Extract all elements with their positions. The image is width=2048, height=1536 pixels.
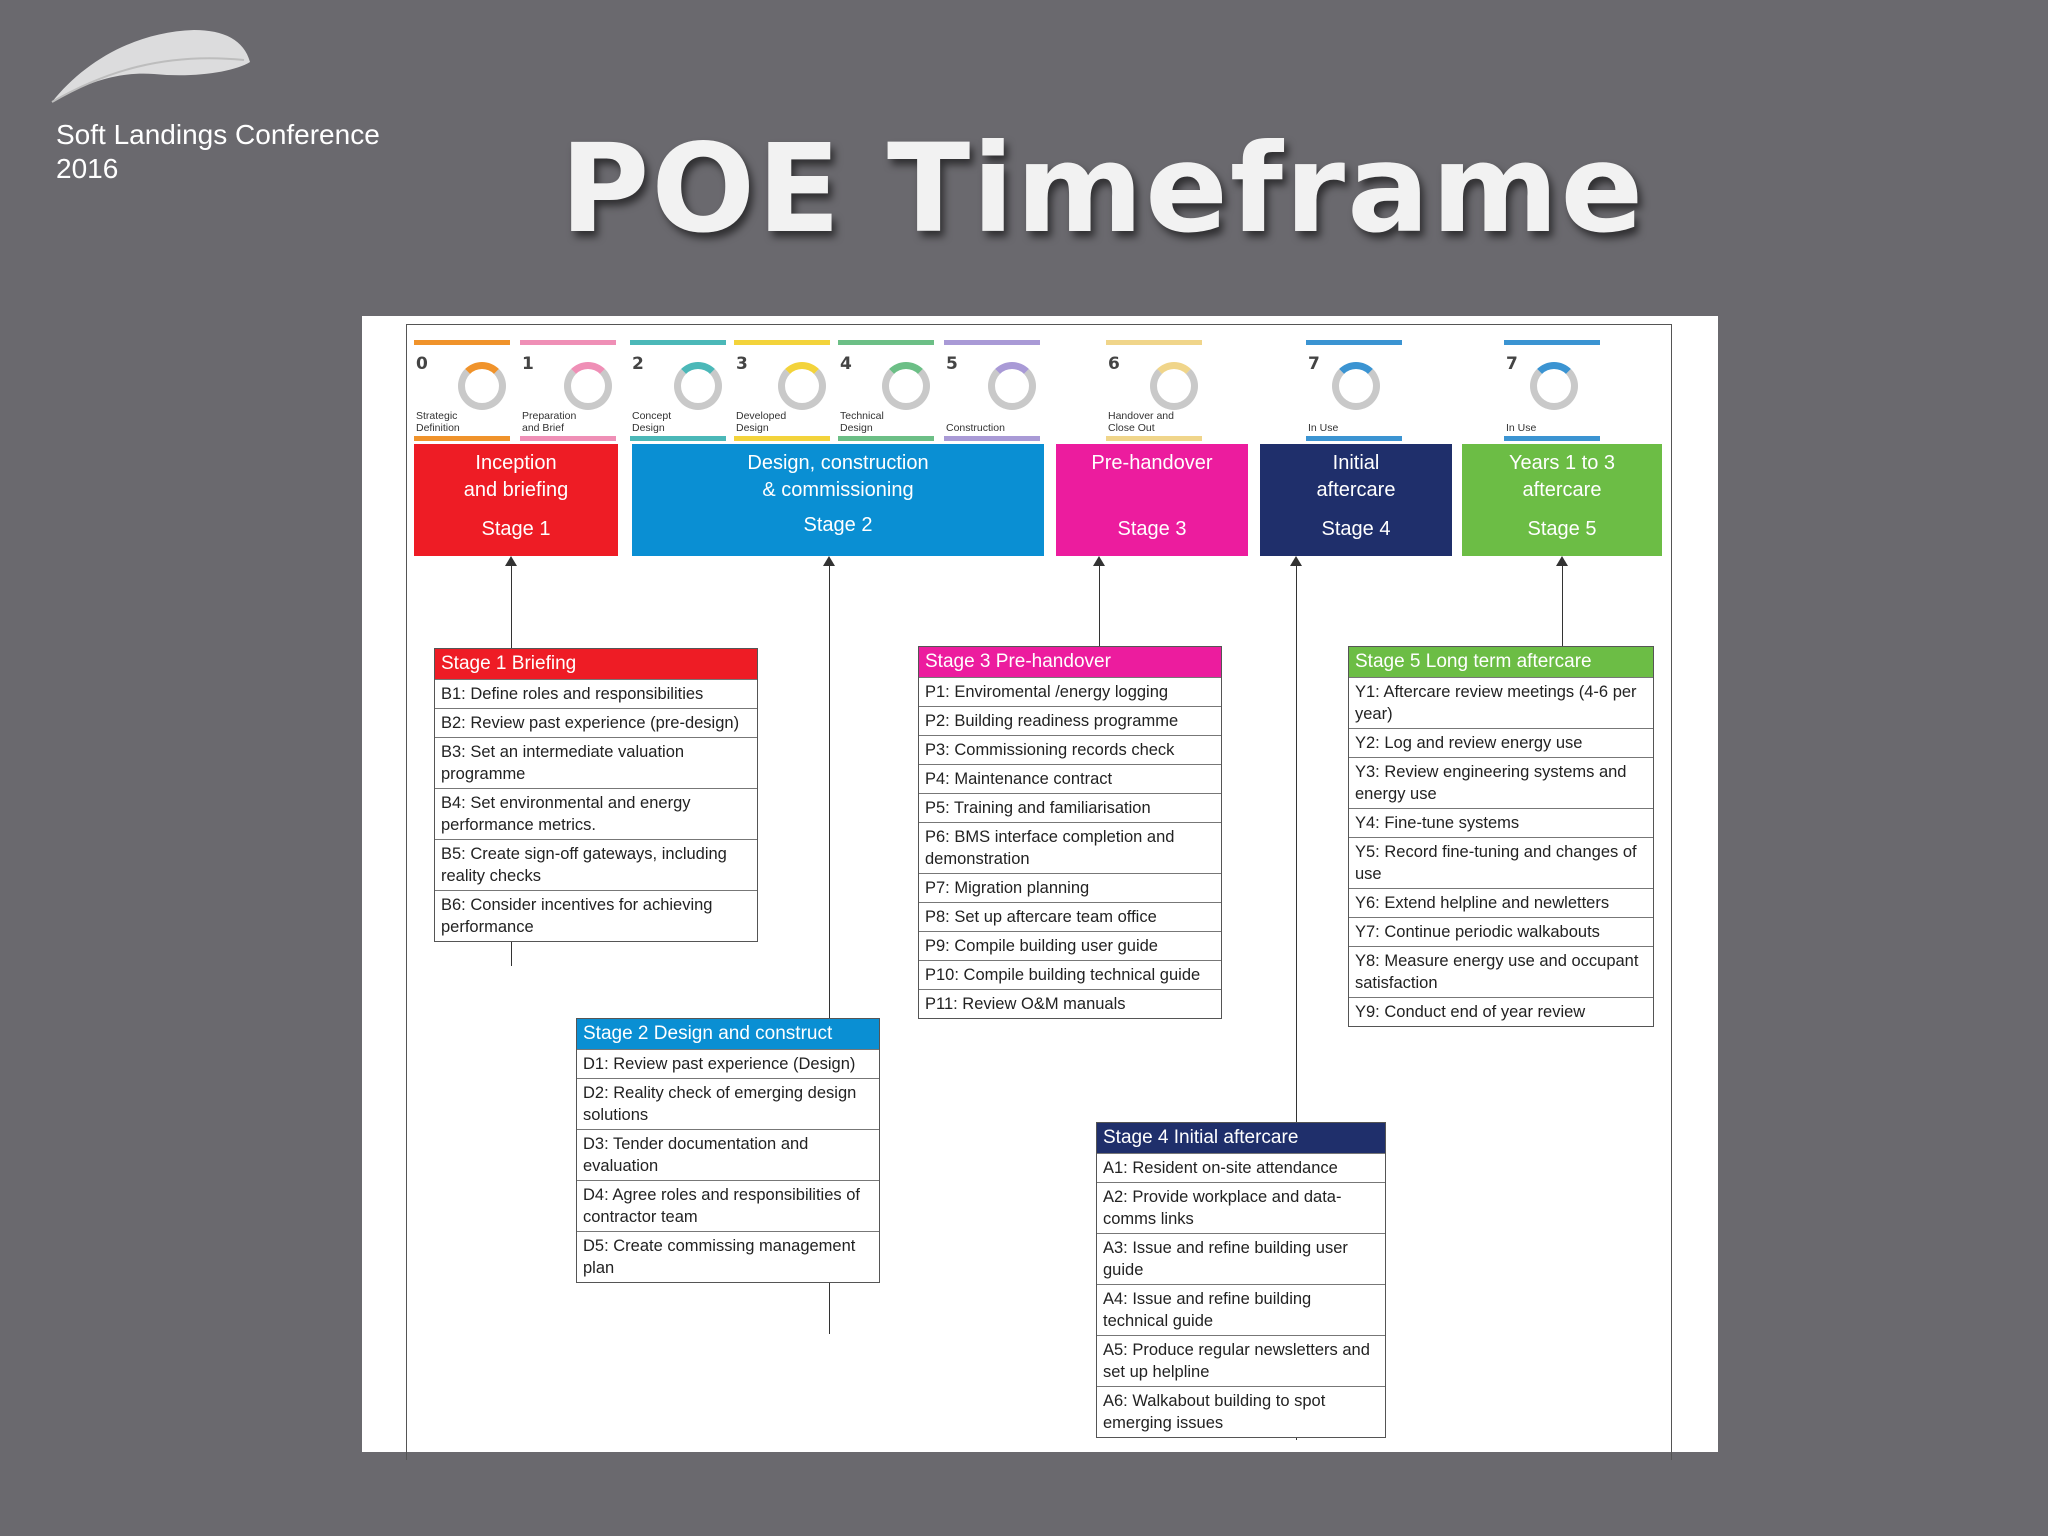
riba-number: 2 xyxy=(632,354,644,374)
riba-number: 4 xyxy=(840,354,852,374)
stage-1-list xyxy=(434,648,758,942)
riba-stage-7b xyxy=(1504,340,1600,434)
riba-number: 1 xyxy=(522,354,534,374)
arrowhead-icon xyxy=(1556,556,1568,566)
list-item: Y8: Measure energy use and occupant satisfaction xyxy=(1349,946,1653,997)
stage-title-line1: Years 1 to 3 xyxy=(1508,452,1615,474)
riba-label: Concept Design xyxy=(632,410,672,434)
diagram-panel xyxy=(362,316,1718,1452)
list-item: B3: Set an intermediate valuation programme xyxy=(435,737,757,788)
riba-label: In Use xyxy=(1506,422,1537,434)
riba-number: 0 xyxy=(416,354,428,374)
arrowhead-icon xyxy=(1290,556,1302,566)
riba-bar xyxy=(1306,436,1402,441)
riba-bar xyxy=(1306,340,1402,345)
riba-stage-7a xyxy=(1306,340,1402,434)
list-item: Y1: Aftercare review meetings (4-6 per year) xyxy=(1349,677,1653,728)
riba-bar xyxy=(1504,340,1600,345)
stage-1-header xyxy=(414,444,618,556)
list-item: B6: Consider incentives for achieving performance xyxy=(435,890,757,941)
list-item: Y5: Record fine-tuning and changes of use xyxy=(1349,837,1653,888)
riba-label: Construction xyxy=(946,422,1005,434)
riba-label: In Use xyxy=(1308,422,1339,434)
arrowhead-icon xyxy=(823,556,835,566)
stage-3-list xyxy=(918,646,1222,1019)
riba-stage-0 xyxy=(414,340,510,434)
list-item: D5: Create commissing management plan xyxy=(577,1231,879,1282)
riba-bar xyxy=(414,436,510,441)
list-item: D1: Review past experience (Design) xyxy=(577,1049,879,1078)
riba-stage-1 xyxy=(520,340,616,434)
riba-label: Technical Design xyxy=(840,410,884,434)
list-item: P7: Migration planning xyxy=(919,873,1221,902)
list-item: Y7: Continue periodic walkabouts xyxy=(1349,917,1653,946)
list-item: Y4: Fine-tune systems xyxy=(1349,808,1653,837)
stage-title-line2: aftercare xyxy=(1522,479,1602,501)
stage-title-line2: aftercare xyxy=(1316,479,1396,501)
list-item: A6: Walkabout building to spot emerging issues xyxy=(1097,1386,1385,1437)
stage-title-line1: Pre-handover xyxy=(1091,452,1213,474)
feather-logo xyxy=(44,22,254,106)
riba-bar xyxy=(630,436,726,441)
list-item: A2: Provide workplace and data-comms links xyxy=(1097,1182,1385,1233)
stage-title-line1: Initial xyxy=(1332,452,1380,474)
list-item: B5: Create sign-off gateways, including reality checks xyxy=(435,839,757,890)
list-item: Y3: Review engineering systems and energy use xyxy=(1349,757,1653,808)
riba-stage-6 xyxy=(1106,340,1202,434)
riba-bar xyxy=(838,340,934,345)
stage-label: Stage 2 xyxy=(803,514,873,536)
list-item: P4: Maintenance contract xyxy=(919,764,1221,793)
progress-ring-icon xyxy=(458,362,506,410)
list-item: P3: Commissioning records check xyxy=(919,735,1221,764)
list-heading: Stage 1 Briefing xyxy=(435,649,757,679)
arrowhead-icon xyxy=(505,556,517,566)
stage-title-line2: and briefing xyxy=(463,479,569,501)
list-item: P1: Enviromental /energy logging xyxy=(919,677,1221,706)
stage-label: Stage 4 xyxy=(1321,518,1391,540)
stage-title-line1: Inception xyxy=(475,452,557,474)
list-item: P2: Building readiness programme xyxy=(919,706,1221,735)
riba-bar xyxy=(630,340,726,345)
list-item: P9: Compile building user guide xyxy=(919,931,1221,960)
stage-5-header xyxy=(1462,444,1662,556)
riba-stage-3 xyxy=(734,340,830,434)
progress-ring-icon xyxy=(882,362,930,410)
riba-label: Developed Design xyxy=(736,410,787,434)
riba-number: 3 xyxy=(736,354,748,374)
list-item: P11: Review O&M manuals xyxy=(919,989,1221,1018)
list-item: D4: Agree roles and responsibilities of contractor team xyxy=(577,1180,879,1231)
riba-label: Handover and Close Out xyxy=(1108,410,1174,434)
riba-bar xyxy=(734,340,830,345)
riba-bar xyxy=(944,436,1040,441)
list-item: A4: Issue and refine building technical guide xyxy=(1097,1284,1385,1335)
stage-title-line1: Design, construction xyxy=(747,452,929,474)
progress-ring-icon xyxy=(778,362,826,410)
progress-ring-icon xyxy=(674,362,722,410)
stage-5-list xyxy=(1348,646,1654,1027)
slide-title: POE Timeframe xyxy=(560,118,1646,260)
stage-3-header xyxy=(1056,444,1248,556)
riba-bar xyxy=(1106,436,1202,441)
list-item: B2: Review past experience (pre-design) xyxy=(435,708,757,737)
list-item: B1: Define roles and responsibilities xyxy=(435,679,757,708)
riba-number: 6 xyxy=(1108,354,1120,374)
stage-label: Stage 5 xyxy=(1527,518,1597,540)
riba-label: Strategic Definition xyxy=(416,410,460,434)
stage-2-list xyxy=(576,1018,880,1283)
list-item: P5: Training and familiarisation xyxy=(919,793,1221,822)
progress-ring-icon xyxy=(564,362,612,410)
list-item: A5: Produce regular newsletters and set up helpline xyxy=(1097,1335,1385,1386)
progress-ring-icon xyxy=(1530,362,1578,410)
stage-title-line2: & commissioning xyxy=(762,479,914,501)
stage-2-header xyxy=(632,444,1044,556)
list-item: A3: Issue and refine building user guide xyxy=(1097,1233,1385,1284)
list-item: P10: Compile building technical guide xyxy=(919,960,1221,989)
list-item: D3: Tender documentation and evaluation xyxy=(577,1129,879,1180)
list-heading: Stage 3 Pre-handover xyxy=(919,647,1221,677)
riba-number: 7 xyxy=(1308,354,1320,374)
stage-label: Stage 3 xyxy=(1117,518,1187,540)
list-item: B4: Set environmental and energy performance metrics. xyxy=(435,788,757,839)
list-item: P8: Set up aftercare team office xyxy=(919,902,1221,931)
riba-bar xyxy=(520,340,616,345)
riba-bar xyxy=(838,436,934,441)
riba-bar xyxy=(1504,436,1600,441)
list-heading: Stage 5 Long term aftercare xyxy=(1349,647,1653,677)
list-item: A1: Resident on-site attendance xyxy=(1097,1153,1385,1182)
riba-bar xyxy=(1106,340,1202,345)
arrowhead-icon xyxy=(1093,556,1105,566)
riba-stage-2 xyxy=(630,340,726,434)
riba-bar xyxy=(944,340,1040,345)
list-heading: Stage 4 Initial aftercare xyxy=(1097,1123,1385,1153)
riba-bar xyxy=(520,436,616,441)
stage-4-header xyxy=(1260,444,1452,556)
riba-number: 7 xyxy=(1506,354,1518,374)
riba-bar xyxy=(734,436,830,441)
list-item: P6: BMS interface completion and demonstration xyxy=(919,822,1221,873)
riba-stage-5 xyxy=(944,340,1040,434)
riba-bar xyxy=(414,340,510,345)
progress-ring-icon xyxy=(1150,362,1198,410)
conference-title: Soft Landings Conference 2016 xyxy=(56,119,380,184)
list-item: Y9: Conduct end of year review xyxy=(1349,997,1653,1026)
list-item: D2: Reality check of emerging design solutions xyxy=(577,1078,879,1129)
progress-ring-icon xyxy=(988,362,1036,410)
riba-stage-4 xyxy=(838,340,934,434)
stage-label: Stage 1 xyxy=(481,518,551,540)
progress-ring-icon xyxy=(1332,362,1380,410)
list-item: Y6: Extend helpline and newletters xyxy=(1349,888,1653,917)
riba-number: 5 xyxy=(946,354,958,374)
stage-4-list xyxy=(1096,1122,1386,1438)
list-item: Y2: Log and review energy use xyxy=(1349,728,1653,757)
list-heading: Stage 2 Design and construct xyxy=(577,1019,879,1049)
riba-label: Preparation and Brief xyxy=(522,410,577,434)
